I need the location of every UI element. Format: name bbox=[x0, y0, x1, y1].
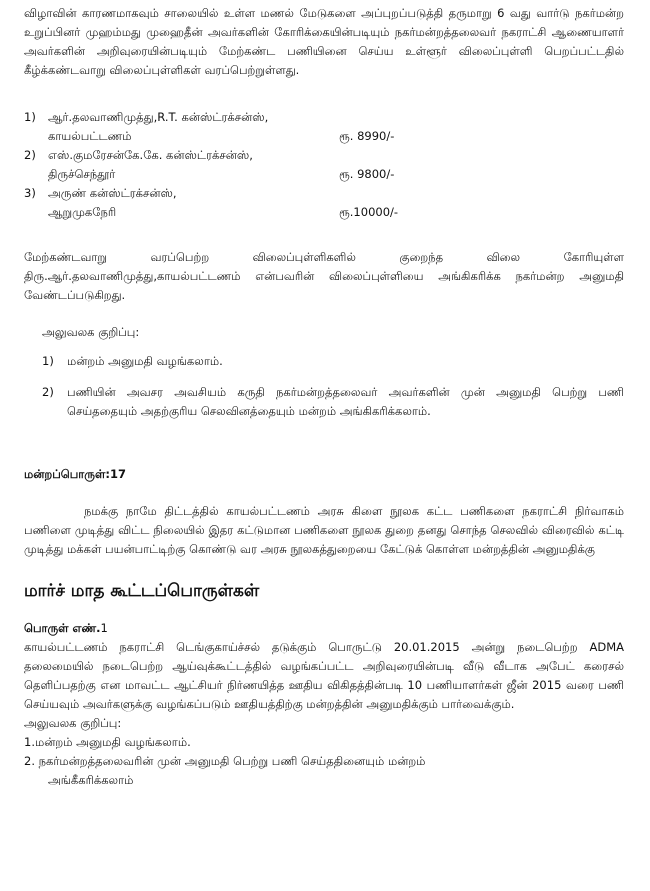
office-note-item bbox=[42, 383, 624, 421]
bidder-place: ஆறுமுகநேரி bbox=[48, 205, 117, 219]
bidder-place: காயல்பட்டணம் bbox=[48, 129, 132, 143]
bidder-item bbox=[24, 146, 414, 184]
bidder-name: ஆர்.தலவாணிமுத்து,R.T. கன்ஸ்ட்ரக்சன்ஸ், bbox=[48, 110, 269, 124]
bidder-amount: ரூ. 8990/- bbox=[339, 129, 395, 143]
bidder-item bbox=[24, 108, 414, 146]
subject-label: மன்றப்பொருள்:17 bbox=[24, 467, 126, 481]
march-heading: மார்ச் மாத கூட்டப்பொருள்கள் bbox=[24, 581, 260, 601]
office-note-number: 1) bbox=[42, 354, 54, 368]
item-note-2-continuation: அங்கீகரிக்கலாம் bbox=[48, 773, 134, 787]
document-page bbox=[24, 4, 624, 790]
office-note-label: அலுவலக குறிப்பு: bbox=[42, 325, 140, 339]
intro-paragraph: விழாவின் காரணமாகவும் சாலையில் உள்ள மணல் மேடுகளை அப்புறப்படுத்தி தருமாறு 6 வது வார்டு நகர்மன்ற உறுப்பினர் முஹம்மது முஹைதீன் அவர்களின் கோரிக்கையின்படியும் நகர்மன்றத்தலைவர் நகராட்சி ஆணையாளர் அவர்களின் அறிவுரையின்படியும் மேற்கண்ட பணியினை செய்ய உள்ளூர் விலைப்புள்ளி பெறப்பட்டதில் கீழ்க்கண்டவாறு விலைப்புள்ளிகள் வரப்பெற்றுள்ளது. bbox=[24, 6, 624, 77]
item-number: 1 bbox=[100, 621, 108, 635]
office-note-number: 2) bbox=[42, 385, 54, 399]
bidder-name: அருண் கன்ஸ்ட்ரக்சன்ஸ், bbox=[48, 186, 177, 200]
item-label-text: பொருள் எண். bbox=[24, 621, 101, 635]
office-note-list bbox=[24, 352, 624, 421]
office-note-text: மன்றம் அனுமதி வழங்கலாம். bbox=[67, 354, 223, 368]
bidder-place: திருச்செந்தூர் bbox=[48, 167, 116, 181]
item-note-label: அலுவலக குறிப்பு: bbox=[24, 716, 122, 730]
bidder-amount: ரூ. 9800/- bbox=[339, 167, 395, 181]
bidder-list bbox=[24, 108, 414, 222]
bidder-item bbox=[24, 184, 414, 222]
conclusion-paragraph: மேற்கண்டவாறு வரப்பெற்ற விலைப்புள்ளிகளில் குறைந்த விலை கோரியுள்ள திரு.ஆர்.தலவாணிமுத்து,காயல்பட்டணம் என்பவரின் விலைப்புள்ளியை அங்கிகரிக்க நகர்மன்ற அனுமதி வேண்டப்படுகிறது. bbox=[24, 250, 624, 302]
office-note-text: பணியின் அவசர அவசியம் கருதி நகர்மன்றத்தலைவர் அவர்களின் முன் அனுமதி பெற்று பணி செய்ததையும் அதற்குரிய செலவினத்தையும் மன்றம் அங்கிகரிக்கலாம். bbox=[67, 385, 624, 418]
bidder-number: 3) bbox=[24, 186, 36, 200]
item-note-1: 1.மன்றம் அனுமதி வழங்கலாம். bbox=[24, 735, 191, 749]
office-note-item bbox=[42, 352, 624, 371]
item-paragraph: காயல்பட்டணம் நகராட்சி டெங்குகாய்ச்சல் தடுக்கும் பொருட்டு 20.01.2015 அன்று நடைபெற்ற ADMA தலைமையில் நடைபெற்ற ஆய்வுக்கூட்டத்தில் வழங்கப்பட்ட அறிவுரையின்படி வீடு வீடாக அபேட் கரைசல் தெளிப்பதற்கு என மாவட்ட ஆட்சியர் நிர்ணயித்த ஊதிய விகிதத்தின்படி 10 பணியாளர்கள் ஜீன் 2015 வரை பணி செய்யவும் அவர்களுக்கு வழங்கப்படும் ஊதியத்திற்கு மன்றத்தின் அனுமதிக்கும் பார்வைக்கும். bbox=[24, 640, 624, 711]
bidder-amount: ரூ.10000/- bbox=[339, 205, 399, 219]
item-label bbox=[24, 619, 624, 638]
bidder-number: 2) bbox=[24, 148, 36, 162]
bidder-number: 1) bbox=[24, 110, 36, 124]
bidder-name: எஸ்.குமரேசன்கே.கே. கன்ஸ்ட்ரக்சன்ஸ், bbox=[48, 148, 253, 162]
item-note-2: 2. நகர்மன்றத்தலைவரின் முன் அனுமதி பெற்று பணி செய்ததினையும் மன்றம் bbox=[24, 754, 426, 768]
subject-paragraph: நமக்கு நாமே திட்டத்தில் காயல்பட்டணம் அரசு கிளை நூலக கட்ட பணிகளை நகராட்சி நிர்வாகம் பணிளை முடித்து விட்ட நிலையில் இதர கட்டுமான பணிகளை நூலக துறை தனது சொந்த செலவில் விரைவில் கட்டி முடித்து மக்கள் பயன்பாட்டிற்கு கொண்டு வர அரசு நூலகத்துறையை கேட்டுக் கொள்ள மன்றத்தின் அனுமதிக்கு bbox=[24, 504, 624, 556]
item-note-block bbox=[24, 714, 624, 790]
